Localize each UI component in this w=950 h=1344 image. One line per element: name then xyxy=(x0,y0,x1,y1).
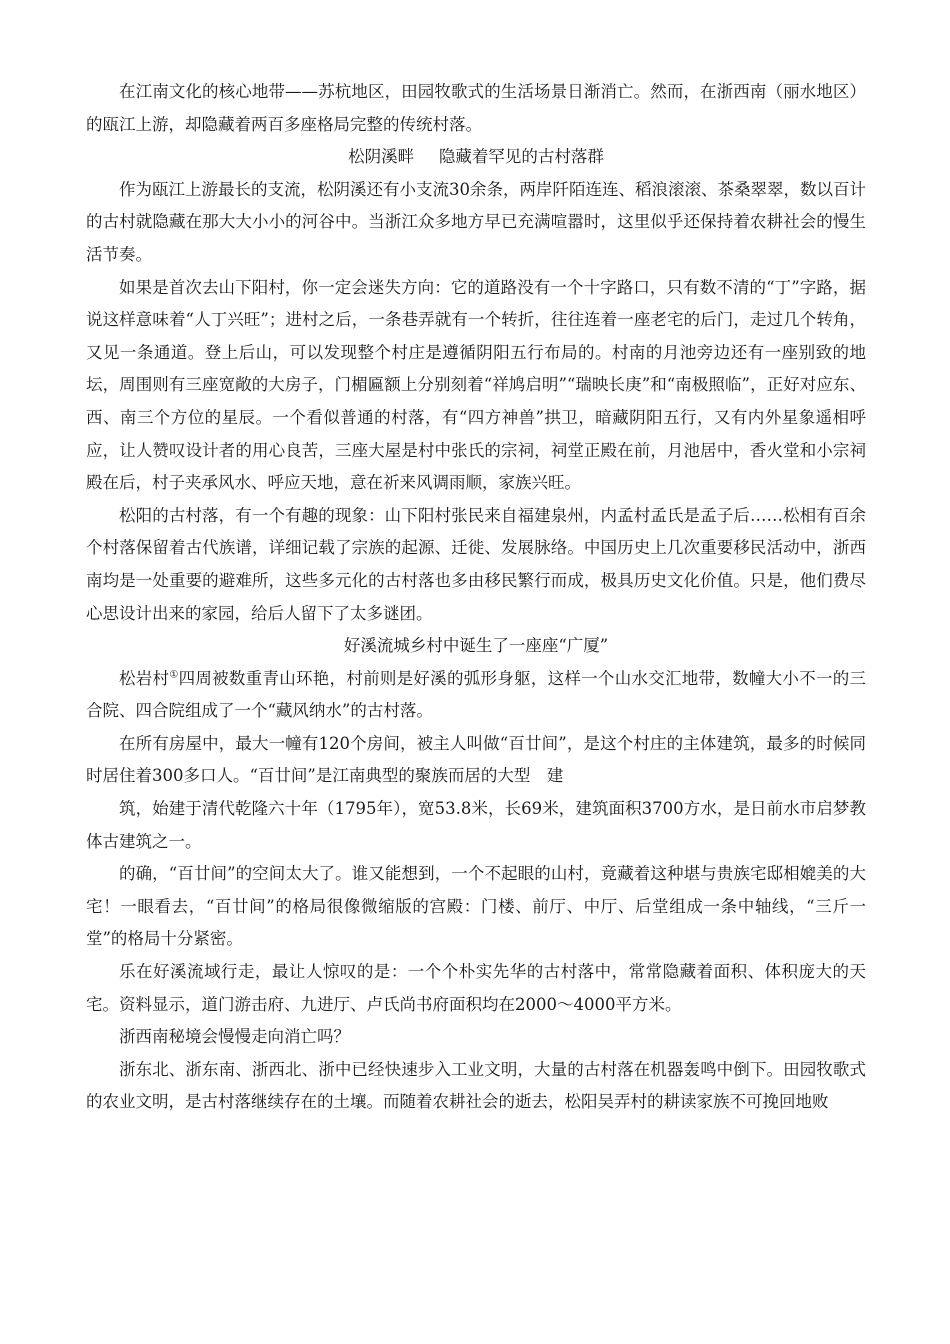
paragraph-songyan xyxy=(86,663,866,728)
paragraph-shanxiayang: 如果是首次去山下阳村，你一定会迷失方向：它的道路没有一个十字路口，只有数不清的“丁”字路，据说这样意味着“人丁兴旺”；进村之后，一条巷弄就有一个转折，往往连着一座老宅的后门，走过几个转角，又见一条通道。登上后山，可以发现整个村庄是遵循阴阳五行布局的。村南的月池旁边还有一座别致的地坛，周围则有三座宽敞的大房子，门楣匾额上分别刻着“祥鸠启明”“瑞映长庚”和“南极照临”，正好对应东、西、南三个方位的星辰。一个看似普通的村落，有“四方神兽”拱卫，暗藏阴阳五行，又有内外星象遥相呼应，让人赞叹设计者的用心良苦，三座大屋是村中张氏的宗祠，祠堂正殿在前，月池居中，香火堂和小宗祠殿在后，村子夹承风水、呼应天地，意在祈来风调雨顺，家族兴旺。 xyxy=(86,277,866,493)
paragraph-construction: 筑，始建于清代乾隆六十年（1795年），宽53.8米，长69米，建筑面积3700方水，是日前水市启梦教体古建筑之一。 xyxy=(86,799,866,851)
paragraph-industrial: 浙东北、浙东南、浙西北、浙中已经快速步入工业文明，大量的古村落在机器轰鸣中倒下。田园牧歌式的农业文明，是古村落继续存在的土壤。而随着农耕社会的逝去，松阳吴弄村的耕读家族不可挽回地败 xyxy=(86,1059,866,1112)
paragraph-intro: 在江南文化的核心地带——苏杭地区，田园牧歌式的生活场景日渐消亡。然而，在浙西南（丽水地区）的瓯江上游，却隐藏着两百多座格局完整的传统村落。 xyxy=(86,82,866,134)
songyan-village-name: 松岩村 xyxy=(119,668,170,688)
document-body xyxy=(86,76,866,1119)
footnote-marker: ① xyxy=(169,669,179,681)
paragraph-songyinxi: 作为瓯江上游最长的支流，松阴溪还有小支流30余条，两岸阡陌连连、稻浪滚滚、茶桑翠翠，数以百计的古村就隐藏在那大大小小的河谷中。当浙江众多地方早已充满喧嚣时，这里似乎还保持着农耕社会的慢生活节奏。 xyxy=(86,179,866,264)
paragraph-haoxi-walk: 乐在好溪流域行走，最让人惊叹的是：一个个朴实先华的古村落中，常常隐藏着面积、体积庞大的天宅。资料显示，道门游击府、九进厅、卢氏尚书府面积均在2000～4000平方米。 xyxy=(86,962,866,1014)
paragraph-question: 浙西南秘境会慢慢走向消亡吗？ xyxy=(119,1027,350,1047)
songyan-description: 四周被数重青山环艳，村前则是好溪的弧形身躯，这样一个山水交汇地带，数幢大小不一的三合院、四合院组成了一个“藏风纳水”的古村落。 xyxy=(86,668,867,721)
paragraph-baiyijian: 在所有房屋中，最大一幢有120个房间，被主人叫做“百廿间”，是这个村庄的主体建筑，最多的时候同时居住着300多口人。“百廿间”是江南典型的聚族而居的大型 建 xyxy=(86,733,866,786)
paragraph-space: 的确，“百廿间”的空间太大了。谁又能想到，一个不起眼的山村，竟藏着这种堪与贵族宅邸相媲美的大宅！一眼看去，“百廿间”的格局很像微缩版的宫殿：门楼、前厅、中厅、后堂组成一条中轴线，“三斤一堂”的格局十分紧密。 xyxy=(86,864,866,949)
section-heading-haoxi: 好溪流城乡村中诞生了一座座“广厦” xyxy=(343,636,609,656)
paragraph-songyang-villages: 松阳的古村落，有一个有趣的现象：山下阳村张民来自福建泉州，内孟村孟氏是孟子后……松相有百余个村落保留着古代族谱，详细记载了宗族的起源、迁徙、发展脉络。中国历史上几次重要移民活动中，浙西南均是一处重要的避难所，这些多元化的古村落也多由移民繁行而成，极具历史文化价值。只是，他们费尽心思设计出来的家园，给后人留下了太多谜团。 xyxy=(86,505,866,623)
section-heading-part-b: 隐藏着罕见的古村落群 xyxy=(438,147,604,167)
section-heading-part-a: 松阴溪畔 xyxy=(348,147,415,167)
section-heading-songyinxi xyxy=(86,141,866,174)
